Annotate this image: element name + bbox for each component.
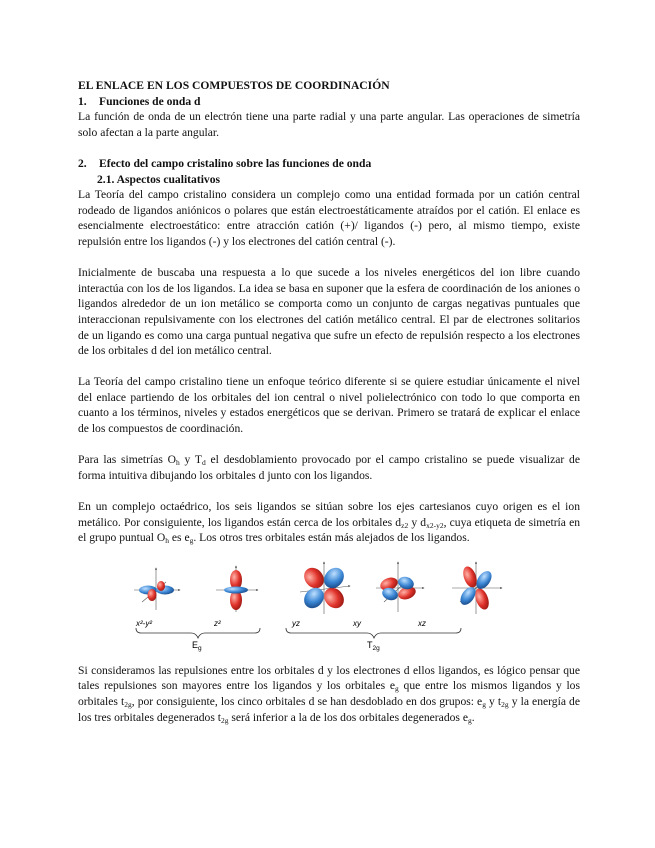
orbital-dxz xyxy=(452,562,502,614)
label-xz: xz xyxy=(418,618,426,628)
orbital-dx2-y2 xyxy=(134,568,180,610)
label-x2-y2: x²-y² xyxy=(136,618,152,628)
document-title: EL ENLACE EN LOS COMPUESTOS DE COORDINACIÓN xyxy=(78,79,390,92)
section-1-heading xyxy=(78,94,580,110)
paragraph-2: Inicialmente de buscaba una respuesta a lo que sucede a los niveles energéticos del ion libre cuando interactúa con los de los ligandos. La idea se basa en suponer que la esfera de coordinación de los aniones o ligandos alrededor de un ion metálico se comporta como un conjunto de cargas negativas puntuales que interaccionan repulsivamente con los electrones del catión metálico central. El par de electrones solitarios de un ligando es como una carga puntual negativa que sufre un efecto de repulsión respecto a los electrones de los orbitales d del ion metálico central. xyxy=(78,266,580,358)
label-xy: xy xyxy=(353,618,361,628)
orbital-dyz xyxy=(300,562,350,614)
brace-eg xyxy=(136,628,260,638)
d-orbitals-diagram xyxy=(78,558,580,652)
group-label-t2g: $T_{2g}$ xyxy=(367,639,380,652)
section-2-heading xyxy=(78,156,580,172)
brace-t2g xyxy=(286,628,461,638)
paragraph-4: Para las simetrías $O_h$ y $T_d$ el desdoblamiento provocado por el campo cristalino se puede visualizar de forma intuitiva dibujando los orbitales d junto con los ligandos. xyxy=(78,453,581,482)
orbital-dz2 xyxy=(216,566,258,612)
paragraph-6: Si consideramos las repulsiones entre los orbitales d y los electrones d ellos ligandos, es lógico pensar que tales repulsiones son mayores entre los ligandos y los orbitales $e_g$ que entre los mismos ligandos y los orbitales $t_{2g}$, por consiguiente, los cinco orbitales d se han desdoblado en dos grupos: $e_g$ y $t_{2g}$ y la energía de los tres orbitales degenerados $t_{2g}$ será inferior a la de los dos orbitales degenerados $e_g$. xyxy=(78,663,580,725)
section-1-paragraph: La función de onda de un electrón tiene una parte radial y una parte angular. Las operaciones de simetría solo afectan a la parte angular. xyxy=(78,110,580,139)
paragraph-3: La Teoría del campo cristalino tiene un enfoque teórico diferente si se quiere estudiar únicamente el nivel del enlace partiendo de los orbitales del ion central o nivel polielectrónico con todo lo que comporta en cuanto a los términos, niveles y estados energéticos que se derivan. Primero se tratará de explicar el enlace de los compuestos de coordinación. xyxy=(78,375,580,436)
section-2-1-heading: 2.1. Aspectos cualitativos xyxy=(97,172,221,186)
orbital-dxy xyxy=(376,562,424,612)
group-label-eg: $E_g$ xyxy=(192,639,202,652)
paragraph-1: La Teoría del campo cristalino considera un complejo como una entidad formada por un catión central rodeado de ligandos aniónicos o polares que están electroestáticamente atraídos por el catión. El enlace es esencialmente electroestático: entre atracción catión (+)/ ligandos (-) pero, al mismo tiempo, existe repulsión entre los ligandos (-) y los electrones del catión central (-). xyxy=(78,188,580,248)
paragraph-5: En un complejo octaédrico, los seis ligandos se sitúan sobre los ejes cartesianos cuyo origen es el ion metálico. Por consiguiente, los ligandos están cerca de los orbitales $d_{z2}$ y $d_{x2-y2}$, cuya etiqueta de simetría en el grupo puntual $O_h$ es $e_g$. Los otros tres orbitales están más alejados de los ligandos. xyxy=(78,500,581,546)
d-orbitals-figure xyxy=(78,558,580,652)
label-yz: yz xyxy=(292,618,300,628)
label-z2: z² xyxy=(214,618,221,628)
section-1-title: Funciones de onda d xyxy=(99,94,201,108)
section-2-title: Efecto del campo cristalino sobre las funciones de onda xyxy=(99,156,372,170)
section-1-number: 1. xyxy=(78,94,87,108)
section-2-number: 2. xyxy=(78,156,87,170)
document-content xyxy=(78,78,580,725)
